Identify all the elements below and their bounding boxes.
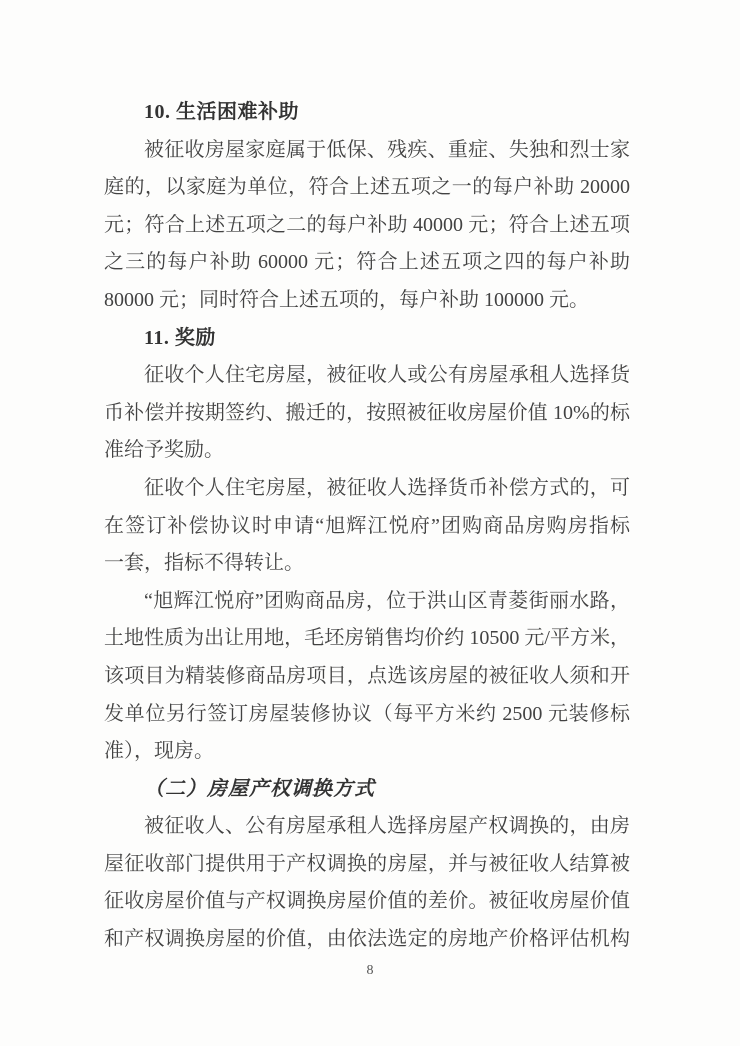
text-line: 发单位另行签订房屋装修协议（每平方米约 2500 元装修标 (104, 702, 630, 725)
page-number: 8 (366, 963, 374, 978)
text-line: 准给予奖励。 (104, 439, 224, 462)
subsection-heading: （二）房屋产权调换方式 (144, 777, 375, 800)
text-line: 征收个人住宅房屋，被征收人或公有房屋承租人选择货 (144, 364, 630, 387)
text-line: 庭的，以家庭为单位，符合上述五项之一的每户补助 20000 (104, 176, 630, 199)
text-line: 土地性质为出让用地，毛坯房销售均价约 10500 元/平方米， (104, 627, 630, 650)
text-line: 在签订补偿协议时申请“旭辉江悦府”团购商品房购房指标 (104, 514, 630, 537)
text-line: 80000 元；同时符合上述五项的，每户补助 100000 元。 (104, 288, 589, 311)
document-body (104, 94, 630, 959)
text-line: 和产权调换房屋的价值，由依法选定的房地产价格评估机构 (104, 928, 630, 951)
text-line: 被征收人、公有房屋承租人选择房屋产权调换的，由房 (144, 815, 630, 838)
text-line: “旭辉江悦府”团购商品房，位于洪山区青菱街丽水路， (144, 589, 630, 612)
text-line: 准），现房。 (104, 740, 214, 763)
text-line: 被征收房屋家庭属于低保、残疾、重症、失独和烈士家 (144, 138, 630, 161)
text-line: 一套，指标不得转让。 (104, 552, 304, 575)
text-line: 元；符合上述五项之二的每户补助 40000 元；符合上述五项 (104, 213, 630, 236)
text-line: 该项目为精装修商品房项目，点选该房屋的被征收人须和开 (104, 664, 630, 687)
text-line: 币补偿并按期签约、搬迁的，按照被征收房屋价值 10%的标 (104, 401, 630, 424)
text-line: 屋征收部门提供用于产权调换的房屋，并与被征收人结算被 (104, 852, 630, 875)
text-line: 之三的每户补助 60000 元；符合上述五项之四的每户补助 (104, 251, 630, 274)
section-heading: 11. 奖励 (144, 326, 216, 349)
text-line: 征收个人住宅房屋，被征收人选择货币补偿方式的，可 (144, 476, 630, 499)
text-line: 征收房屋价值与产权调换房屋价值的差价。被征收房屋价值 (104, 890, 630, 913)
section-heading: 10. 生活困难补助 (144, 101, 299, 123)
